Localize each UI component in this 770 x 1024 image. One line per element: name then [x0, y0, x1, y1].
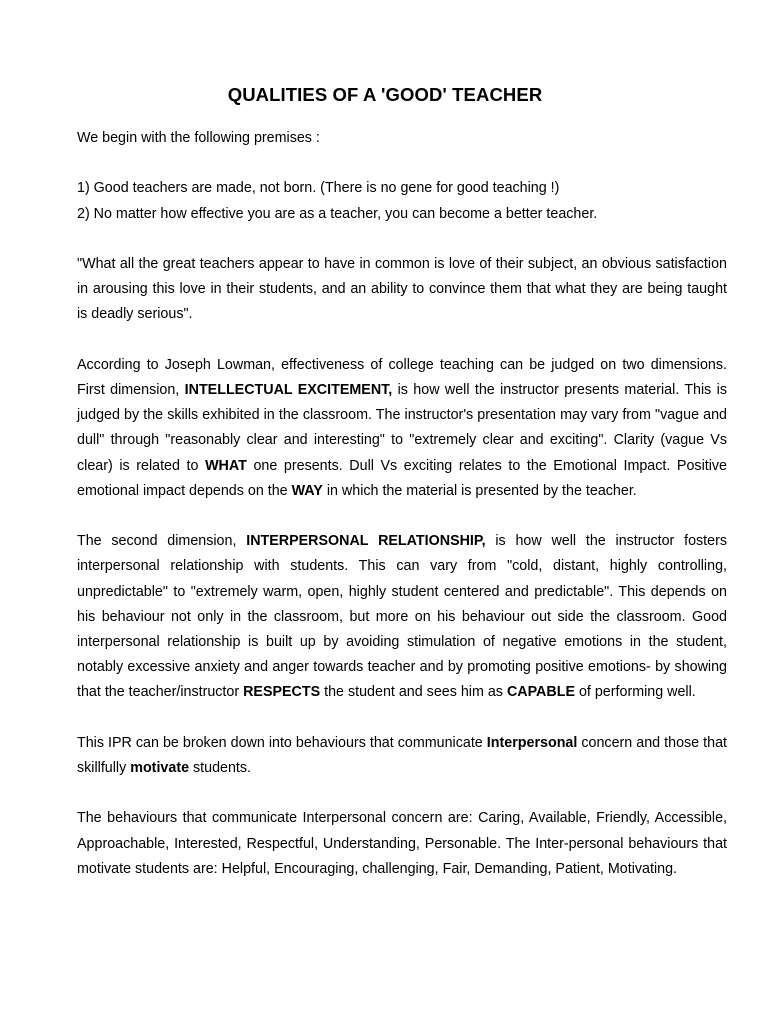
- ipr-text: students.: [189, 760, 252, 776]
- intro-paragraph: We begin with the following premises :: [77, 130, 320, 146]
- ipr-paragraph: [77, 731, 727, 781]
- page-title: QUALITIES OF A 'GOOD' TEACHER: [227, 84, 543, 105]
- premise-item: 1) Good teachers are made, not born. (There is no gene for good teaching !): [77, 180, 560, 197]
- motivate-term: motivate: [130, 760, 190, 776]
- interpersonal-relationship-term: INTERPERSONAL RELATIONSHIP,: [246, 533, 486, 550]
- dimension-one-text: in which the material is presented by the teacher.: [322, 482, 637, 499]
- quote-paragraph: "What all the great teachers appear to have in common is love of their subject, an obvious satisfaction in arousing this love in their students, and an ability to convince them that what they are being taught is deadly serious".: [77, 255, 727, 323]
- dimension-two-paragraph: [77, 529, 727, 705]
- ipr-text: concern and those that skillfully: [77, 734, 727, 776]
- capable-term: CAPABLE: [506, 684, 575, 701]
- behaviours-paragraph: The behaviours that communicate Interpersonal concern are: Caring, Available, Friendly, Accessible, Approachable, Interested, Respectful, Understanding, Personable. The Inter-personal behaviours that motivate students are: Helpful, Encouraging, challenging, Fair, Demanding, Patient, Motivating.: [77, 810, 727, 877]
- document-body: [77, 126, 727, 907]
- premises-list: [77, 176, 727, 226]
- premise-item: 2) No matter how effective you are as a teacher, you can become a better teacher.: [77, 205, 598, 222]
- dimension-two-text: the student and sees him as: [320, 684, 507, 701]
- intellectual-excitement-term: INTELLECTUAL EXCITEMENT,: [184, 381, 393, 398]
- interpersonal-term: Interpersonal: [486, 734, 578, 751]
- what-term: WHAT: [205, 457, 247, 474]
- dimension-two-text: The second dimension,: [77, 533, 247, 550]
- dimension-two-text: is how well the instructor fosters interpersonal relationship with students. This can vary from "cold, distant, highly controlling, unpredictable" to "extremely warm, open, highly student centered and predictable". This depends on his behaviour not only in the classroom, but more on his behaviour out side the classroom. Good interpersonal relationship is built up by avoiding stimulation of negative emotions in the student, notably excessive anxiety and anger towards teacher and by promoting positive emotions- by showing that the teacher/instructor: [77, 533, 728, 701]
- dimension-one-text: According to Joseph Lowman, effectiveness of college teaching can be judged on two dimensions. First dimension,: [77, 356, 727, 398]
- way-term: WAY: [291, 482, 323, 499]
- ipr-text: This IPR can be broken down into behaviours that communicate: [77, 734, 487, 751]
- respects-term: RESPECTS: [243, 684, 321, 701]
- dimension-two-text: of performing well.: [574, 684, 696, 701]
- dimension-one-paragraph: [77, 353, 727, 504]
- dimension-one-text: is how well the instructor presents material. This is judged by the skills exhibited in the classroom. The instructor's presentation may vary from "vague and dull" through "reasonably clear and interesting" to "extremely clear and exciting". Clarity (vague Vs clear) is related to: [77, 381, 727, 474]
- dimension-one-text: one presents. Dull Vs exciting relates to the Emotional Impact. Positive emotional impact depends on the: [77, 457, 727, 499]
